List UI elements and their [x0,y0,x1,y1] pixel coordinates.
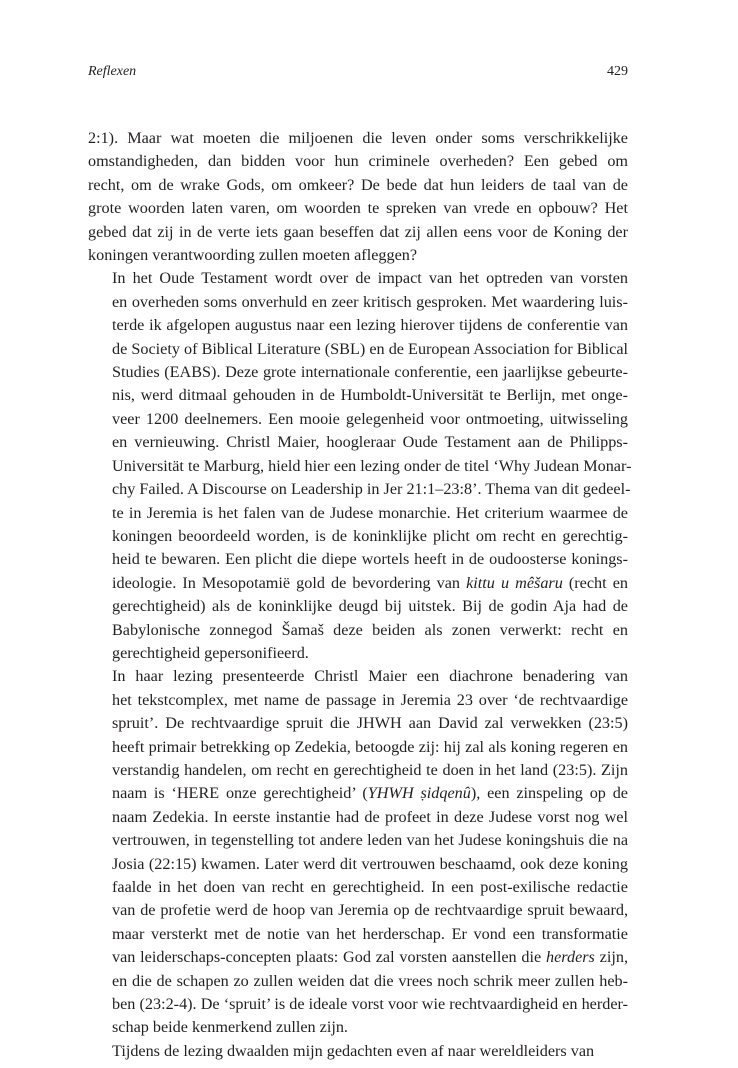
line-text: gerechtigheid) als de koninklijke deugd bij uitstek. Bij de godin Aja had de [112,597,628,616]
line-text: en vernieuwing. Christl Maier, hoogleraar Oude Testament aan de Philipps- [112,433,628,452]
line-text: Studies (EABS). Deze grote internationale conferentie, een jaarlijkse gebeurte- [112,363,628,382]
line-text: van de profetie werd de hoop van Jeremia op de rechtvaardige spruit bewaard, [112,901,628,920]
line-text: van leiderschaps-concepten plaats: God zal vorsten aanstellen die [112,948,546,967]
text-line [88,1016,628,1039]
line-text: grote woorden laten varen, om woorden te spreken van vrede en opbouw? Het [88,199,628,218]
text-line [88,736,628,759]
text-line [88,993,628,1016]
line-text: en overheden soms onverhuld en zeer kritisch gesproken. Met waardering luis- [112,292,628,311]
text-line [88,197,628,220]
italic-term: YHWH ṣidqenû [367,784,471,803]
text-line [88,899,628,922]
line-text: omstandigheden, dan bidden voor hun criminele overheden? Een gebed om [88,152,628,171]
text-line [88,806,628,829]
paragraph [88,127,628,267]
line-text: gerechtigheid gepersonifieerd. [112,643,309,662]
line-text: naam Zedekia. In eerste instantie had de profeet in deze Judese vorst nog wel [112,807,628,826]
text-line [88,455,632,478]
line-text: te in Jeremia is het falen van de Judese monarchie. Het criterium waarmee de [112,503,628,522]
text-line [88,431,628,454]
text-line [88,876,628,899]
text-line [88,408,628,431]
page-number: 429 [607,64,628,79]
line-text: (recht en [562,573,628,592]
running-title: Reflexen [88,64,137,79]
text-line [88,619,628,642]
line-text: Babylonische zonnegod Šamaš deze beiden als zonen verwerkt: recht en [112,620,628,639]
italic-term: kittu u mêšaru [466,573,563,592]
text-line [88,759,628,782]
line-text: Josia (22:15) kwamen. Later werd dit vertrouwen beschaamd, ook deze koning [112,854,628,873]
line-text: ), een zinspeling op de [470,784,628,803]
text-line [88,548,628,571]
paragraph [88,1040,628,1063]
body-text [88,127,632,1063]
text-line [88,150,628,173]
text-line [88,829,628,852]
line-text: Tijdens de lezing dwaalden mijn gedachten even af naar wereldleiders van [112,1041,595,1060]
text-line [88,174,628,197]
text-line [88,923,628,946]
line-text: ideologie. In Mesopotamië gold de bevordering van [112,573,467,592]
line-text: maar versterkt met de notie van het herderschap. Er vond een transformatie [112,924,628,943]
line-text: zijn, [594,948,628,967]
text-line [88,221,628,244]
line-text: vertrouwen, in tegenstelling tot andere leden van het Judese koningshuis die na [112,831,628,850]
line-text: koningen beoordeeld worden, is de koninklijke plicht om recht en gerechtig- [112,526,628,545]
text-line [88,361,628,384]
line-text: koningen verantwoording zullen moeten afleggen? [88,246,418,265]
line-text: verstandig handelen, om recht en gerechtigheid te doen in het land (23:5). Zijn [112,760,628,779]
text-line [88,689,628,712]
line-text: naam is ‘HERE onze gerechtigheid’ ( [112,784,368,803]
line-text: faalde in het doen van recht en gerechtigheid. In een post-exilische redactie [112,878,628,896]
text-line [88,572,628,595]
line-text: terde ik afgelopen augustus naar een lezing hierover tijdens de conferentie van [112,316,628,335]
line-text: de Society of Biblical Literature (SBL) en de European Association for Biblical [112,339,628,358]
line-text: Universität te Marburg, hield hier een lezing onder de titel ‘Why Judean Monar- [112,456,632,475]
line-text: heid te bewaren. Een plicht die diepe wortels heeft in de oudoosterse konings- [112,550,628,569]
text-line [88,338,628,361]
text-line [88,853,628,876]
line-text: chy Failed. A Discourse on Leadership in Jer 21:1–23:8’. Thema van dit gedeel- [112,480,631,499]
text-line [88,782,628,805]
line-text: gebed dat zij in de verte iets gaan beseffen dat zij allen eens voor de Koning der [88,222,628,241]
text-line [88,291,628,314]
text-line [88,970,628,993]
text-line [88,384,628,407]
italic-term: herders [546,948,595,967]
paragraph [88,267,632,665]
line-text: In het Oude Testament wordt over de impact van het optreden van vorsten [112,269,628,288]
text-line [88,665,628,688]
text-line [88,502,628,525]
line-text: spruit’. De rechtvaardige spruit die JHWH aan David zal verwekken (23:5) [112,714,628,733]
text-line [88,642,628,665]
paragraph [88,665,628,1040]
text-line [88,712,628,735]
text-line [88,314,628,337]
line-text: schap beide kenmerkend zullen zijn. [112,1018,348,1037]
text-line [88,478,631,501]
text-line [88,127,628,150]
line-text: het tekstcomplex, met name de passage in Jeremia 23 over ‘de rechtvaardige [112,690,628,709]
line-text: en die de schapen zo zullen weiden dat die vrees noch schrik meer zullen heb- [112,971,628,990]
line-text: 2:1). Maar wat moeten die miljoenen die leven onder soms verschrikkelijke [88,129,628,147]
text-line [88,946,628,969]
text-line [88,525,628,548]
text-line [88,1040,628,1063]
line-text: veer 1200 deelnemers. Een mooie gelegenheid voor ontmoeting, uitwisseling [112,409,628,428]
text-line [88,595,628,618]
line-text: nis, werd ditmaal gehouden in de Humboldt-Universität te Berlijn, met onge- [112,386,628,405]
line-text: In haar lezing presenteerde Christl Maier een diachrone benadering van [112,667,628,686]
line-text: heeft primair betrekking op Zedekia, betoogde zij: hij zal als koning regeren en [112,737,628,756]
text-line [88,244,628,267]
text-line [88,267,628,290]
line-text: ben (23:2-4). De ‘spruit’ is de ideale vorst voor wie rechtvaardigheid en herder- [112,995,628,1014]
line-text: recht, om de wrake Gods, om omkeer? De bede dat hun leiders de taal van de [88,175,628,194]
